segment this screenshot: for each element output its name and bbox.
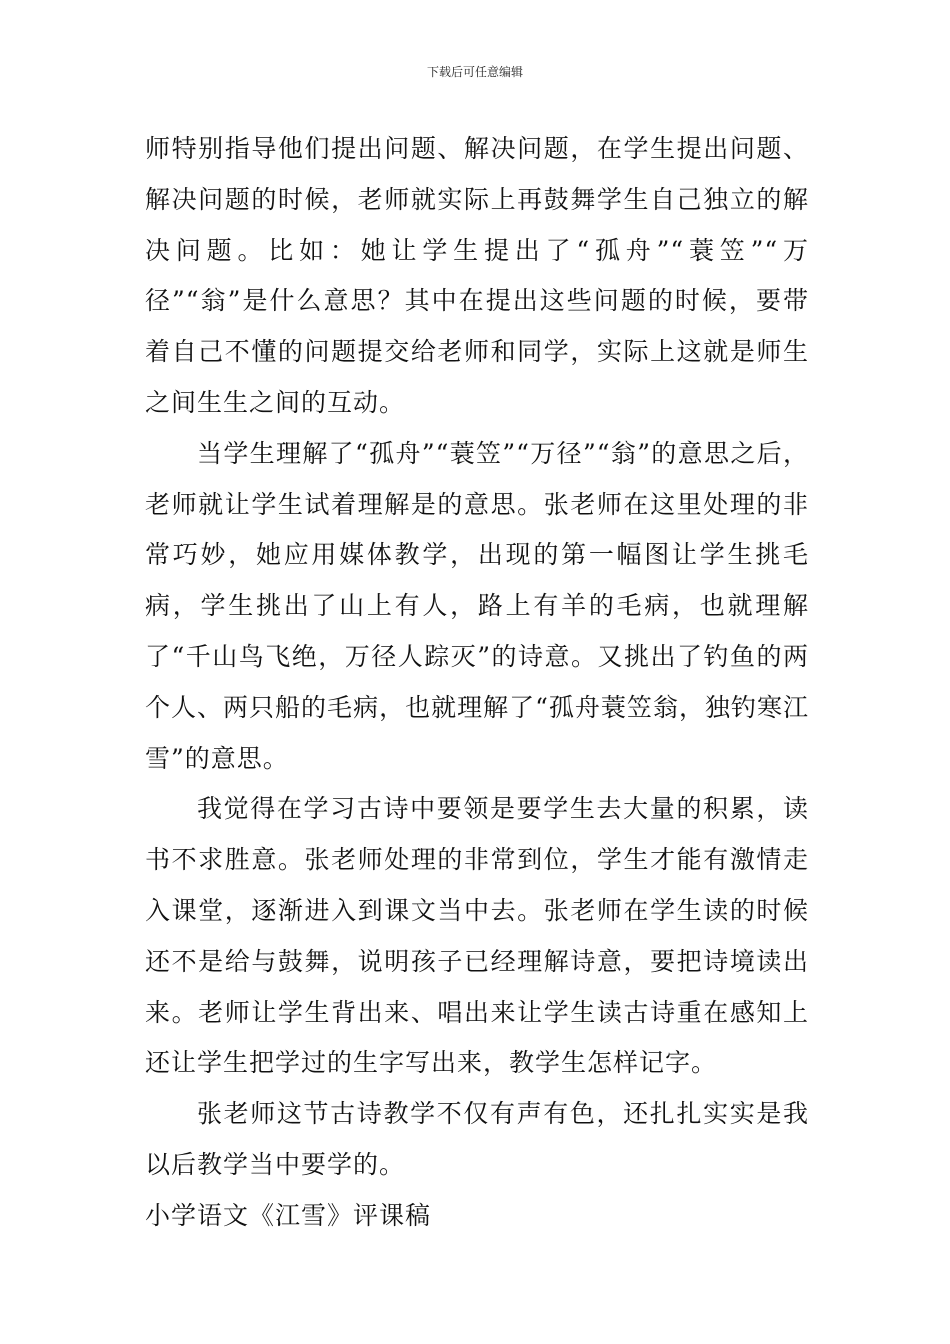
- paragraph-4: 张老师这节古诗教学不仅有声有色，还扎扎实实是我以后教学当中要学的。: [145, 1099, 809, 1179]
- paragraph-3: 我觉得在学习古诗中要领是要学生去大量的积累，读书不求胜意。张老师处理的非常到位，学生才能有激情走入课堂，逐渐进入到课文当中去。张老师在学生读的时候还不是给与鼓舞，说明孩子已经理解诗意，要把诗境读出来。老师让学生背出来、唱出来让学生读古诗重在感知上还让学生把学过的生字写出来，教学生怎样记字。: [145, 794, 809, 1078]
- page-header: 下载后可任意编辑: [426, 65, 523, 79]
- paragraph-2: 当学生理解了“孤舟”“蓑笠”“万径”“翁”的意思之后，老师就让学生试着理解是的意思。张老师在这里处理的非常巧妙，她应用媒体教学，出现的第一幅图让学生挑毛病，学生挑出了山上有人，路上有羊的毛病，也就理解了“千山鸟飞绝，万径人踪灭”的诗意。又挑出了钓鱼的两个人、两只船的毛病，也就理解了“孤舟蓑笠翁，独钓寒江雪”的意思。: [145, 438, 809, 773]
- document-body: [145, 124, 809, 1242]
- paragraph-1: 师特别指导他们提出问题、解决问题，在学生提出问题、解决问题的时候，老师就实际上再鼓舞学生自己独立的解决问题。比如：她让学生提出了“孤舟”“蓑笠”“万径”“翁”是什么意思？其中在提出这些问题的时候，要带着自己不懂的问题提交给老师和同学，实际上这就是师生之间生生之间的互动。: [145, 134, 809, 417]
- document-title: 小学语文《江雪》评课稿: [145, 1200, 432, 1230]
